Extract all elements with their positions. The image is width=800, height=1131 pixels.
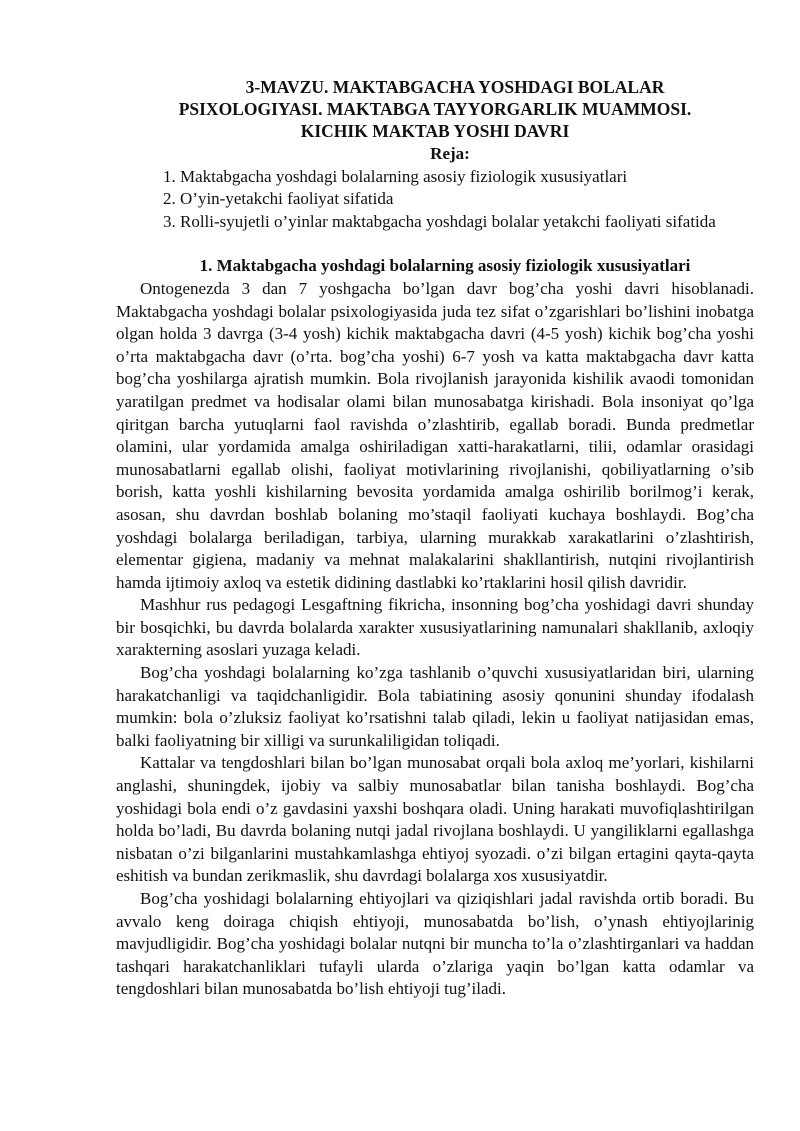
paragraph: Bog’cha yoshdagi bolalarning ko’zga tashlanib o’quvchi xususiyatlaridan biri, ularning harakatchanligi va taqidchanligidir. Bola tabiatining asosiy qonunini shunday ifodalash mumkin: bola o’zluksiz faoliyat ko’rsatishni talab qiladi, lekin u faoliyat natijasidan emas, balki faoliyatning bir xilligi va surunkaliligidan toliqadi. bbox=[116, 663, 754, 750]
topic-title bbox=[116, 76, 754, 142]
title-line: KICHIK MAKTAB YOSHI DAVRI bbox=[300, 121, 570, 141]
document-page bbox=[116, 76, 754, 1001]
spacer bbox=[116, 233, 754, 255]
plan-item: 1. Maktabgacha yoshdagi bolalarning asosiy fiziologik xususiyatlari bbox=[163, 166, 628, 186]
paragraph: Bog’cha yoshidagi bolalarning ehtiyojlari va qiziqishlari jadal ravishda ortib boradi. Bu avvalo keng doiraga chiqish ehtiyoji, munosabatda bo’lish, o’ynash ehtiyojlarinig mavjudligidir. Bog’cha yoshidagi bolalar nutqni bir muncha to’la o’zlashtirganlari va haddan tashqari harakatchanliklari tufayli ularda o’zlariga yaqin bo’lgan katta odamlar va tengdoshlari bilan munosabatda bo’lish ehtiyoji tug’iladi. bbox=[116, 889, 754, 999]
paragraph: Mashhur rus pedagogi Lesgaftning fikricha, insonning bog’cha yoshidagi davri shunday bir bosqichki, bu davrda bolalarda xarakter xususiyatlarining namunalari shakllanib, axloqiy xarakterning asoslari yuzaga keladi. bbox=[116, 595, 754, 660]
section-heading: 1. Maktabgacha yoshdagi bolalarning asosiy fiziologik xususiyatlari bbox=[199, 256, 691, 276]
title-line: 3-MAVZU. MAKTABGACHA YOSHDAGI BOLALAR bbox=[245, 77, 665, 97]
plan-heading: Reja: bbox=[430, 144, 470, 163]
paragraph: Kattalar va tengdoshlari bilan bo’lgan munosabat orqali bola axloq me’yorlari, kishilarni anglashi, shuningdek, ijobiy va salbiy munosabatlar bilan tanisha boshlaydi. Bog’cha yoshidagi bola endi o’z gavdasini yaxshi boshqara oladi. Uning harakati muvofiqlashtirilgan holda bo’ladi, Bu davrda bolaning nutqi jadal rivojlana boshlaydi. U yangiliklarni egallashga nisbatan o’zi bilganlarini mustahkamlashga ehtiyoj syozadi. o’zi bilgan ertagini qayta-qayta eshitish va bundan zerikmaslik, shu davrdagi bolalarga xos xususiyatdir. bbox=[116, 753, 754, 886]
plan-item: 3. Rolli-syujetli o’yinlar maktabgacha yoshdagi bolalar yetakchi faoliyati sifatida bbox=[163, 211, 716, 231]
paragraph: Ontogenezda 3 dan 7 yoshgacha bo’lgan davr bog’cha yoshi davri hisoblanadi. Maktabgacha yoshdagi bolalar psixologiyasida juda tez sifat o’zgarishlari bo’lishini inobatga olgan holda 3 davrga (3-4 yosh) kichik maktabgacha davri (4-5 yosh) kichik bog’cha yoshi o’rta maktabgacha davr (o’rta. bog’cha yoshi) 6-7 yosh va katta maktabgacha davr katta bog’cha yoshilarga ajratish mumkin. Bola rivojlanish jarayonida kishilik avaodi tomonidan yaratilgan predmet va hodisalar olami bilan munosabatga kirishadi. Bola insoniyat qo’lga qiritgan barcha yutuqlarni faol ravishda o’zlashtirib, egallab boradi. Bunda predmetlar olamini, ular yordamida amalga oshiriladigan xatti-harakatlarni, tilii, odamlar orasidagi munosabatlarni egallab olishi, faoliyat motivlarining rivojlanishi, qobiliyatlarning o’sib borish, katta yoshli kishilarning bevosita yordamida amalga oshirilib borilmog’i kerak, asosan, shu davrdan boshlab bolaning mo’staqil faoliyati kuchaya boshlaydi. Bog’cha yoshdagi bolalarga beriladigan, tarbiya, ularning murakkab xarakatlarini o’zlashtirish, elementar gigiena, madaniy va mehnat malakalarini shakllantirish, nutqini rivojlantirish hamda ijtimoiy axloq va estetik didining dastlabki ko’rtaklarini hosil qilish davridir. bbox=[116, 278, 754, 592]
title-line: PSIXOLOGIYASI. MAKTABGA TAYYORGARLIK MUAMMOSI. bbox=[178, 99, 692, 119]
plan-item: 2. O’yin-yetakchi faoliyat sifatida bbox=[163, 189, 394, 209]
